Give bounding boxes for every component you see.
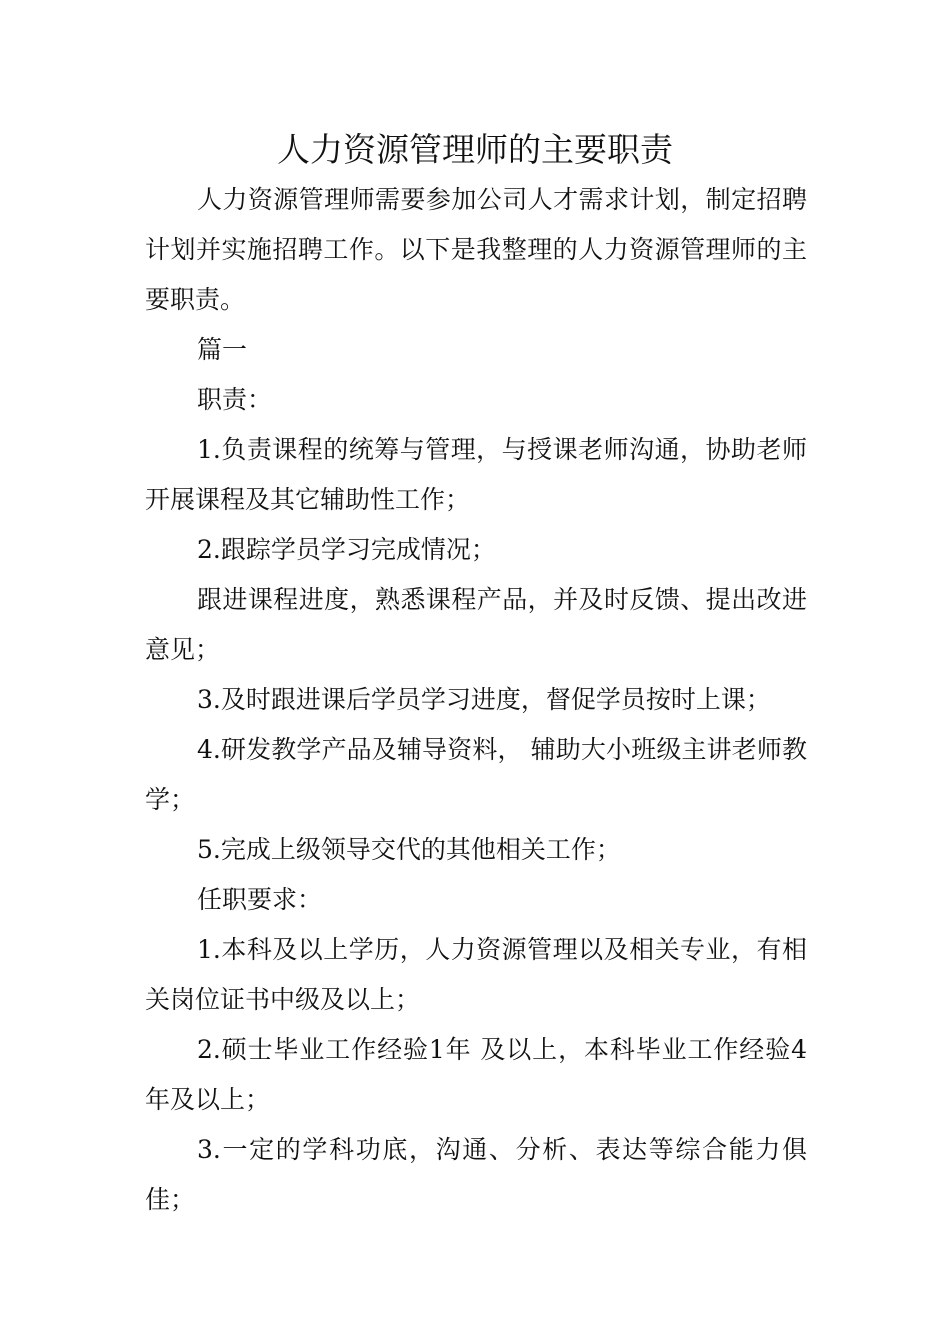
requirements-heading: 任职要求： [197,885,323,914]
intro-paragraph: 人力资源管理师需要参加公司人才需求计划，制定招聘计划并实施招聘工作。以下是我整理的人力资源管理师的主要职责。 [145,185,807,314]
duty-item: 3.及时跟进课后学员学习进度，督促学员按时上课； [197,685,771,714]
section-heading: 篇一 [197,335,248,364]
duty-item: 5.完成上级领导交代的其他相关工作； [197,835,621,864]
document-title: 人力资源管理师的主要职责 [277,130,673,169]
requirement-item: 2.硕士毕业工作经验1年 及以上，本科毕业工作经验4年及以上； [145,1035,807,1114]
requirement-item: 3.一定的学科功底，沟通、分析、表达等综合能力俱佳； [145,1135,807,1214]
document-body [145,175,807,1225]
requirement-item: 1.本科及以上学历，人力资源管理以及相关专业，有相关岗位证书中级及以上； [145,935,807,1014]
duties-heading: 职责： [197,385,273,414]
duty-item: 跟进课程进度，熟悉课程产品，并及时反馈、提出改进意见； [145,585,807,664]
duty-item: 2.跟踪学员学习完成情况； [197,535,496,564]
duty-item: 4.研发教学产品及辅导资料， 辅助大小班级主讲老师教学； [145,735,807,814]
duty-item: 1.负责课程的统筹与管理，与授课老师沟通，协助老师开展课程及其它辅助性工作； [145,435,807,514]
